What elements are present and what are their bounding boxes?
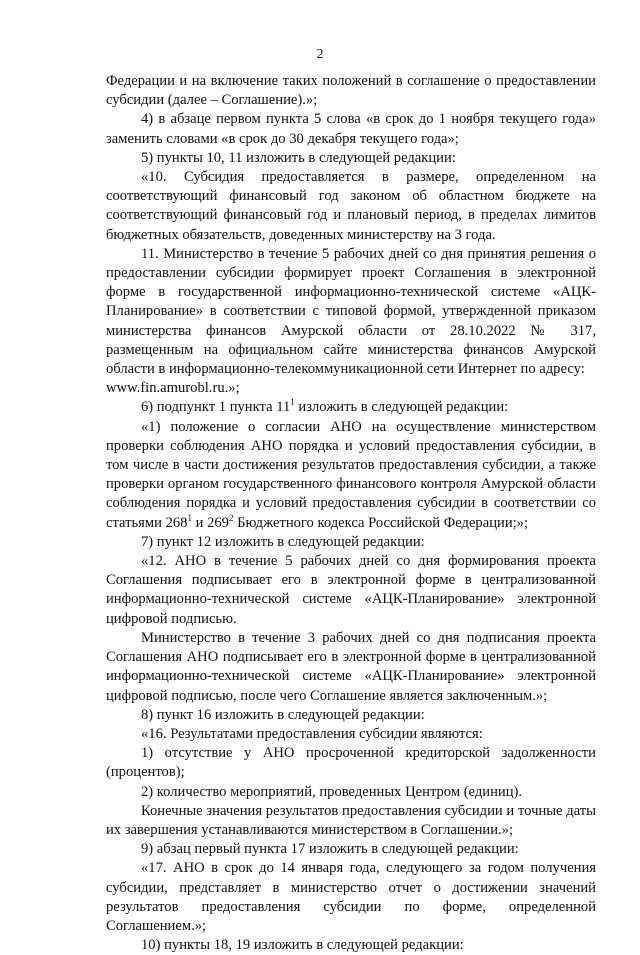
paragraph: 8) пункт 16 изложить в следующей редакции: [141,706,425,723]
paragraph-text: и 269 [191,514,229,531]
paragraph-text: изложить в следующей редакции: [294,399,509,416]
superscript: 1 [187,512,192,523]
paragraph: «10. Субсидия предоставляется в размере, определенном на соответствующий финансовый год законом об областном бюджете на соответствующий финансовый год и плановый период, в пределах лимитов бюджетных обязательств, доведенных министерству на 3 года. [106,169,596,243]
page-number: 2 [316,47,324,62]
paragraph-text: Бюджетного кодекса Российской Федерации;»; [233,514,529,531]
paragraph [106,398,596,417]
paragraph: 1) отсутствие у АНО просроченной кредиторской задолженности (процентов); [106,745,596,781]
paragraph: Конечные значения результатов предоставления субсидии и точные даты их завершения устанавливаются министерством в Соглашении.»; [106,802,596,838]
paragraph: Министерство в течение 3 рабочих дней со дня подписания проекта Соглашения АНО подписывает его в электронной форме в централизованной информационно-технической системе «АЦК-Планирование» электронной цифровой подписью, после чего Соглашение является заключенным.»; [106,629,596,704]
paragraph: 10) пункты 18, 19 изложить в следующей редакции: [141,937,464,954]
paragraph [106,245,596,399]
paragraph [106,418,596,533]
paragraph: 5) пункты 10, 11 изложить в следующей редакции: [141,149,456,166]
paragraph-text: «1) положение о согласии АНО на осуществление министерством проверки соблюдения АНО порядка и условий предоставления субсидии, в том числе в части достижения результатов предоставления субсидии, а также проверки органом государственного финансового контроля Амурской области соблюдения порядка и условий предоставления субсидии в соответствии со статьями 268 [106,418,596,531]
paragraph: «16. Результатами предоставления субсидии являются: [141,725,483,742]
website-url: www.fin.amurobl.ru.»; [106,380,240,397]
paragraph: 4) в абзаце первом пункта 5 слова «в срок до 1 ноября текущего года» заменить словами «в срок до 30 декабря текущего года»; [106,111,596,147]
paragraph-text: 6) подпункт 1 пункта 11 [141,399,291,416]
paragraph: 9) абзац первый пункта 17 изложить в следующей редакции: [141,841,519,858]
paragraph: «12. АНО в течение 5 рабочих дней со дня формирования проекта Соглашения подписывает его в электронной форме в централизованной информационно-технической системе «АЦК-Планирование» электронной цифровой подписью. [106,553,596,627]
superscript: 1 [290,397,295,408]
paragraph-text: 11. Министерство в течение 5 рабочих дней со дня принятия решения о предоставлении субсидии формирует проект Соглашения в электронной форме в государственной информационно-технической системе «АЦК-Планирование» в соответствии с типовой формой, утвержденной приказом министерства финансов Амурской области от 28.10.2022 № 317, размещенным на официальном сайте министерства финансов Амурской области в информационно-телекоммуникационной сети Интернет по адресу: [106,245,596,378]
document-body [106,72,596,955]
paragraph: 7) пункт 12 изложить в следующей редакции: [141,533,425,550]
paragraph: Федерации и на включение таких положений в соглашение о предоставлении субсидии (далее – Соглашение).»; [106,73,596,109]
paragraph: 2) количество мероприятий, проведенных Центром (единиц). [141,783,523,800]
paragraph: «17. АНО в срок до 14 января года, следующего за годом получения субсидии, представляет в министерство отчет о достижении значений результатов предоставления субсидии по форме, определенной Соглашением.»; [106,860,596,934]
superscript: 2 [228,512,234,523]
